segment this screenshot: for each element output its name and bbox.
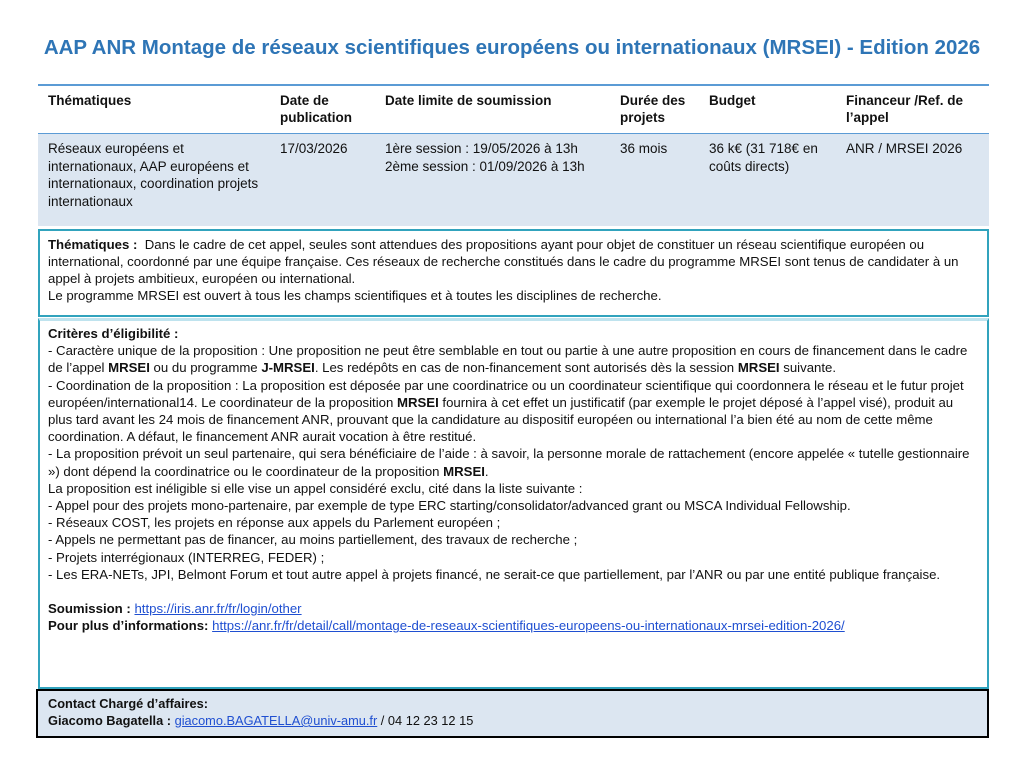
header-budget: Budget bbox=[709, 93, 756, 108]
soumission-link[interactable]: https://iris.anr.fr/fr/login/other bbox=[134, 601, 302, 617]
header-duree: Durée des projets bbox=[620, 93, 686, 125]
ineligibilite-intro: La proposition est inéligible si elle vise un appel considéré exclu, cité dans la liste suivante : bbox=[48, 480, 583, 496]
thematiques-paragraph bbox=[48, 236, 979, 287]
cell-financeur: ANR / MRSEI 2026 bbox=[846, 141, 963, 156]
cell-date-limite bbox=[385, 140, 615, 175]
thematiques-text: Dans le cadre de cet appel, seules sont attendues des propositions ayant pour objet de constituer un réseau scientifique européen ou international, coordonné par une équipe française. Ces réseaux de recherche constitués dans le cadre du programme MRSEI sont tenus de candidater à un appel à projets ambitieux, européen ou international. bbox=[48, 237, 959, 286]
cell-date-publication: 17/03/2026 bbox=[280, 141, 348, 156]
contact-email-link[interactable]: giacomo.BAGATELLA@univ-amu.fr bbox=[174, 713, 378, 728]
table-row bbox=[38, 134, 989, 226]
contact-box bbox=[36, 689, 989, 738]
thematiques-label: Thématiques : bbox=[48, 237, 138, 252]
header-thematiques: Thématiques bbox=[48, 93, 132, 108]
contact-name: Giacomo Bagatella bbox=[48, 713, 164, 728]
page-title: AAP ANR Montage de réseaux scientifiques européens ou internationaux (MRSEI) - Edition 2026 bbox=[43, 36, 981, 59]
list-item: - Réseaux COST, les projets en réponse aux appels du Parlement européen ; bbox=[48, 515, 501, 531]
critere-partenaire: - La proposition prévoit un seul partenaire, qui sera bénéficiaire de l’aide : à savoir, la personne morale de rattachement (encore appelée « tutelle gestionnaire ») dont dépend la coordinatrice ou le coordinateur de la proposition MRSEI. bbox=[48, 446, 970, 479]
soumission-label: Soumission : bbox=[48, 601, 131, 617]
info-line bbox=[48, 617, 979, 634]
list-item: - Appels ne permettant pas de financer, au moins partiellement, des travaux de recherche ; bbox=[48, 532, 578, 548]
soumission-line bbox=[48, 600, 979, 617]
table-top-rule bbox=[38, 84, 989, 86]
thematiques-text-2: Le programme MRSEI est ouvert à tous les champs scientifiques et à toutes les disciplines de recherche. bbox=[48, 288, 662, 303]
info-label: Pour plus d’informations: bbox=[48, 618, 209, 634]
criteres-label: Critères d’éligibilité : bbox=[48, 326, 179, 341]
criteres-box bbox=[38, 318, 989, 689]
cell-duree: 36 mois bbox=[620, 141, 668, 156]
info-link[interactable]: https://anr.fr/fr/detail/call/montage-de-reseaux-scientifiques-europeens-ou-internationaux-mrsei-edition-2026/ bbox=[212, 618, 845, 634]
critere-coordination: - Coordination de la proposition : La proposition est déposée par une coordinatrice ou un coordinateur scientifique qui coordonnera le réseau et le futur projet européen/international14. Le coordinateur de la proposition MRSEI fournira à cet effet un justificatif (par exemple le projet déposé à l’appel visé), produit au plus tard avant les 24 mois de financement ANR, prouvant que la candidature au dispositif européen ou international l’a bien été au nom de cette même coordination. A défaut, le financement ANR aurait vocation à être restitué. bbox=[48, 377, 964, 445]
thematiques-box bbox=[38, 229, 989, 317]
session-2: 2ème session : 01/09/2026 à 13h bbox=[385, 158, 585, 174]
critere-unique: - Caractère unique de la proposition : Une proposition ne peut être semblable en tout ou partie à une autre proposition en cours de financement dans le cadre de l’appel MRSEI ou du programme J-MRSEI. Les redépôts en cas de non-financement sont autorisés dès la session MRSEI suivante. bbox=[48, 343, 968, 376]
header-date-publication: Date de publication bbox=[280, 93, 352, 125]
table-header-row bbox=[38, 88, 989, 134]
contact-phone: / 04 12 23 12 15 bbox=[377, 713, 474, 728]
list-item: - Les ERA-NETs, JPI, Belmont Forum et tout autre appel à projets financé, ne serait-ce que partiellement, par l’ANR ou par une entité publique française. bbox=[48, 566, 941, 582]
list-item: - Projets interrégionaux (INTERREG, FEDER) ; bbox=[48, 549, 325, 565]
cell-thematiques: Réseaux européens et internationaux, AAP européens et internationaux, coordination projets internationaux bbox=[48, 141, 259, 209]
session-1: 1ère session : 19/05/2026 à 13h bbox=[385, 141, 578, 156]
contact-label: Contact Chargé d’affaires: bbox=[48, 696, 208, 711]
list-item: - Appel pour des projets mono-partenaire, par exemple de type ERC starting/consolidator/advanced grant ou MSCA Individual Fellowship. bbox=[48, 498, 851, 514]
header-date-limite: Date limite de soumission bbox=[385, 93, 552, 108]
cell-budget: 36 k€ (31 718€ en coûts directs) bbox=[709, 141, 818, 174]
contact-line: Giacomo Bagatella : giacomo.BAGATELLA@univ-amu.fr / 04 12 23 12 15 bbox=[48, 713, 474, 728]
header-financeur: Financeur /Ref. de l’appel bbox=[846, 93, 964, 125]
